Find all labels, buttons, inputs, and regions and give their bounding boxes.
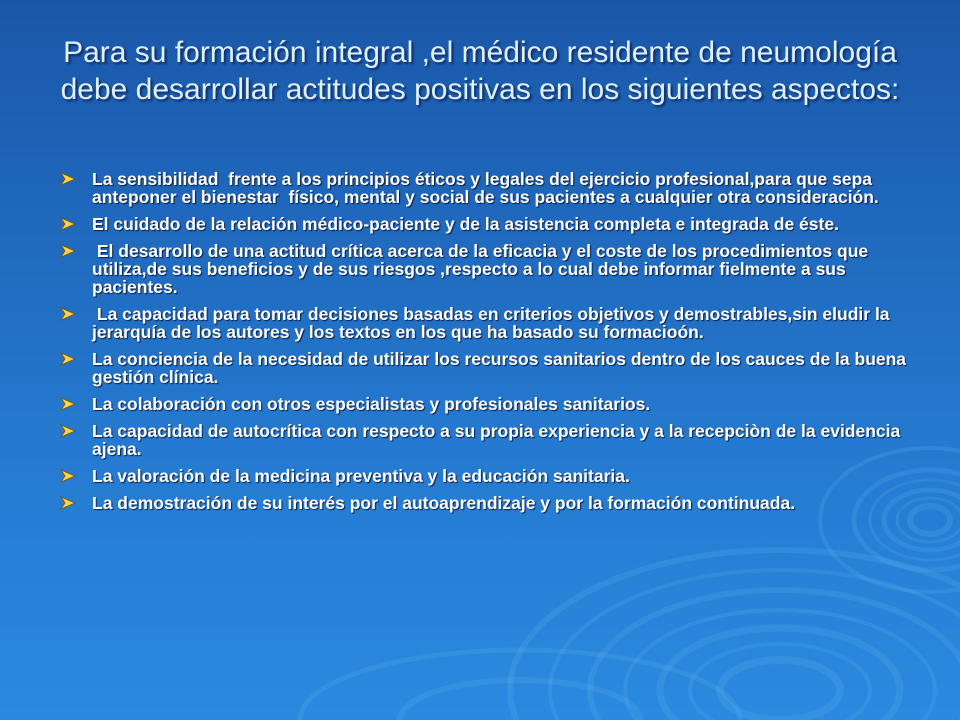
- bullet-list: [58, 169, 911, 521]
- list-item: [58, 305, 908, 341]
- arrowhead-bullet-icon: [60, 496, 76, 510]
- bullet-text: La valoración de la medicina preventiva y la educación sanitaria.: [92, 466, 630, 486]
- bullet-text: La sensibilidad frente a los principios éticos y legales del ejercicio profesional,para que sepa anteponer el bienestar físico, mental y social de sus pacientes a cualquier otra consideración.: [92, 169, 879, 207]
- bullet-text: La capacidad para tomar decisiones basadas en criterios objetivos y demostrables,sin eludir la jerarquía de los autores y los textos en los que ha basado su formacioón.: [92, 304, 895, 342]
- arrowhead-bullet-icon: [60, 424, 76, 438]
- arrowhead-bullet-icon: [60, 397, 76, 411]
- arrowhead-bullet-icon: [60, 244, 76, 258]
- slide-title: Para su formación integral ,el médico residente de neumología debe desarrollar actitudes positivas en los siguientes aspectos:: [60, 36, 900, 106]
- arrowhead-bullet-icon: [60, 307, 76, 321]
- list-item: [58, 422, 908, 458]
- bullet-text: El cuidado de la relación médico-paciente y de la asistencia completa e integrada de éste.: [92, 214, 839, 234]
- bullet-text: La conciencia de la necesidad de utilizar los recursos sanitarios dentro de los cauces de la buena gestión clínica.: [92, 349, 911, 387]
- list-item: [58, 242, 908, 296]
- list-item: [58, 349, 911, 387]
- list-item: [58, 494, 908, 512]
- arrowhead-bullet-icon: [60, 352, 76, 366]
- list-item: [58, 467, 908, 485]
- bullet-text: La demostración de su interés por el autoaprendizaje y por la formación continuada.: [92, 493, 796, 513]
- bullet-text: La capacidad de autocrítica con respecto a su propia experiencia y a la recepciòn de la evidencia ajena.: [92, 421, 906, 459]
- bullet-text: La colaboración con otros especialistas y profesionales sanitarios.: [92, 394, 651, 414]
- bullet-text: El desarrollo de una actitud crítica acerca de la eficacia y el coste de los procedimientos que utiliza,de sus beneficios y de sus riesgos ,respecto a lo cual debe informar fielmente a sus pacientes.: [92, 241, 874, 297]
- arrowhead-bullet-icon: [60, 217, 76, 231]
- arrowhead-bullet-icon: [60, 172, 76, 186]
- list-item: [58, 395, 908, 413]
- list-item: [58, 215, 908, 233]
- list-item: [58, 170, 908, 206]
- arrowhead-bullet-icon: [60, 469, 76, 483]
